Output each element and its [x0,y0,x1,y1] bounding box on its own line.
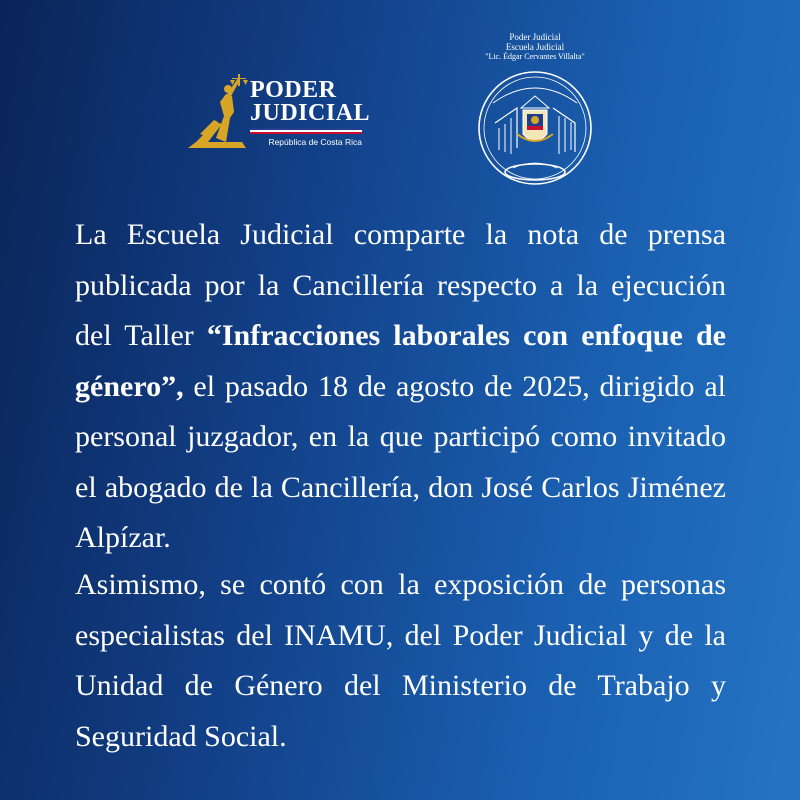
ej-line-poder-judicial: Poder Judicial [509,32,561,42]
main-paragraph [75,210,726,564]
justice-statue-icon [186,72,250,152]
escuela-judicial-emblem-icon [473,68,597,188]
workshop-title: “Infracciones laborales con enfoque de género”, [75,319,726,403]
second-paragraph: Asimismo, se contó con la exposición de personas especialistas del INAMU, del Poder Judicial y de la Unidad de Género del Ministerio de Trabajo y Seguridad Social. [75,568,726,753]
ej-line-escuela-judicial: Escuela Judicial [505,42,565,52]
poder-word: PODER [250,77,337,103]
costa-rica-flag-stripe [250,128,362,134]
republica-subtitle: República de Costa Rica [268,137,362,147]
paragraph-text-rest: el pasado 18 de agosto de 2025, dirigido al personal juzgador, en la que participó como invitado el abogado de la Cancillería, don José Carlos Jiménez Alpízar. [75,369,726,554]
ej-line-lic-name: "Lic. Édgar Cervantes Villalta" [485,52,585,61]
poder-judicial-logo [186,70,376,154]
escuela-judicial-logo [455,28,615,188]
judicial-word: JUDICIAL [250,100,371,126]
paragraph-text-intro: La Escuela Judicial comparte la nota de prensa publicada por la Cancillería respecto a la ejecución del Taller [75,218,726,352]
